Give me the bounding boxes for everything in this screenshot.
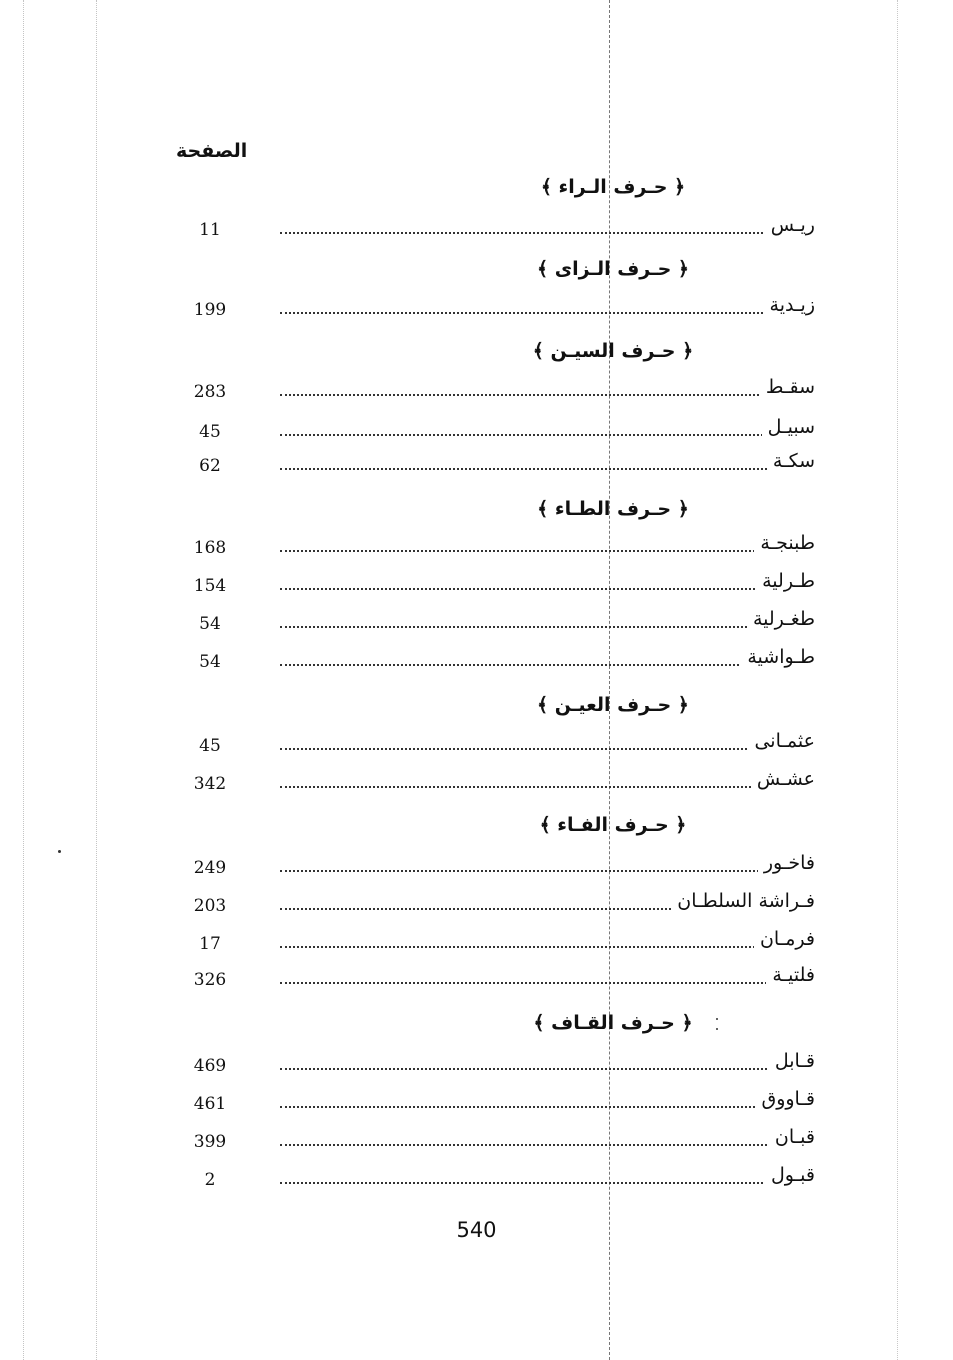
page-column-header: الصفحة [176,140,248,162]
entry-page-number: 154 [193,576,227,596]
entry-term: سكـة [767,450,815,472]
section-heading-qaf: ﴿ حـرف القـاف ﴾ [533,1012,693,1034]
entry-page-number: 469 [193,1056,227,1076]
dot-leader [280,468,815,470]
scan-guide-line [897,0,898,1360]
entry-page-number: 326 [193,970,227,990]
entry-term: فلتيـة [766,964,815,986]
index-entry [190,416,815,446]
index-entry [190,730,815,760]
index-entry [190,1164,815,1194]
index-entry [190,294,815,324]
entry-term: قبـان [769,1126,815,1148]
section-heading-seen: ﴿ حـرف السيـن ﴾ [532,340,694,362]
dot-leader [280,626,815,628]
index-entry [190,768,815,798]
entry-page-number: 461 [193,1094,227,1114]
entry-page-number: 199 [193,300,227,320]
dot-leader [280,1182,815,1184]
entry-page-number: 2 [204,1170,216,1190]
entry-term: قـابل [769,1050,815,1072]
dot-leader [280,946,815,948]
scan-guide-line [23,0,24,1360]
entry-term: قـاووق [755,1088,815,1110]
section-heading-ta: ﴿ حـرف الطـاء ﴾ [537,498,689,520]
section-heading-ra: ﴿ حـرف الـراء ﴾ [540,176,686,198]
dot-leader [280,1144,815,1146]
index-entry [190,214,815,244]
index-entry [190,852,815,882]
entry-page-number: 54 [199,652,221,672]
entry-term: طـواشية [741,646,815,668]
entry-page-number: 45 [199,736,221,756]
dot-leader [280,232,815,234]
dot-leader [280,664,815,666]
index-entry [190,608,815,638]
index-entry [190,376,815,406]
entry-term: عثمـانى [748,730,815,752]
index-entry [190,1088,815,1118]
entry-page-number: 283 [193,382,227,402]
entry-page-number: 342 [193,774,227,794]
entry-term: سقـط [760,376,815,398]
entry-term: طـرلية [756,570,815,592]
entry-page-number: 203 [193,896,227,916]
entry-page-number: 249 [193,858,227,878]
index-entry [190,646,815,676]
index-entry [190,532,815,562]
entry-term: قبـول [765,1164,815,1186]
index-entry [190,928,815,958]
entry-page-number: 54 [199,614,221,634]
entry-page-number: 62 [199,456,221,476]
dot-leader [280,748,815,750]
scan-speck [58,850,61,853]
entry-term: عشـش [751,768,815,790]
dot-leader [280,786,815,788]
index-entry [190,1126,815,1156]
dot-leader [280,982,815,984]
dot-leader [280,550,815,552]
entry-term: زيـدية [764,294,815,316]
entry-page-number: 11 [199,220,221,240]
index-entry [190,450,815,480]
dot-leader [280,394,815,396]
page-number: 540 [456,1218,497,1242]
section-heading-zay: ﴿ حـرف الـزاى ﴾ [536,258,690,280]
dot-leader [280,434,815,436]
dot-leader [280,1068,815,1070]
section-heading-fa: ﴿ حـرف الفـاء ﴾ [539,814,687,836]
scan-guide-line [96,0,97,1360]
scan-guide-line [609,0,610,1360]
entry-page-number: 168 [193,538,227,558]
entry-page-number: 17 [199,934,221,954]
entry-term: طبنجـة [754,532,815,554]
index-entry [190,570,815,600]
entry-page-number: 399 [193,1132,227,1152]
index-entry [190,890,815,920]
dot-leader [280,870,815,872]
entry-term: سبيـل [762,416,815,438]
entry-term: ريـس [765,214,815,236]
index-entry [190,1050,815,1080]
entry-term: فاخـور [758,852,815,874]
dot-leader [280,312,815,314]
dot-leader [280,1106,815,1108]
entry-page-number: 45 [199,422,221,442]
entry-term: فرمـان [754,928,815,950]
index-entry [190,964,815,994]
entry-term: طغـرلية [747,608,815,630]
section-heading-ain: ﴿ حـرف العيـن ﴾ [537,694,689,716]
dot-leader [280,588,815,590]
entry-term: فـراشة السلطـان [671,890,815,912]
